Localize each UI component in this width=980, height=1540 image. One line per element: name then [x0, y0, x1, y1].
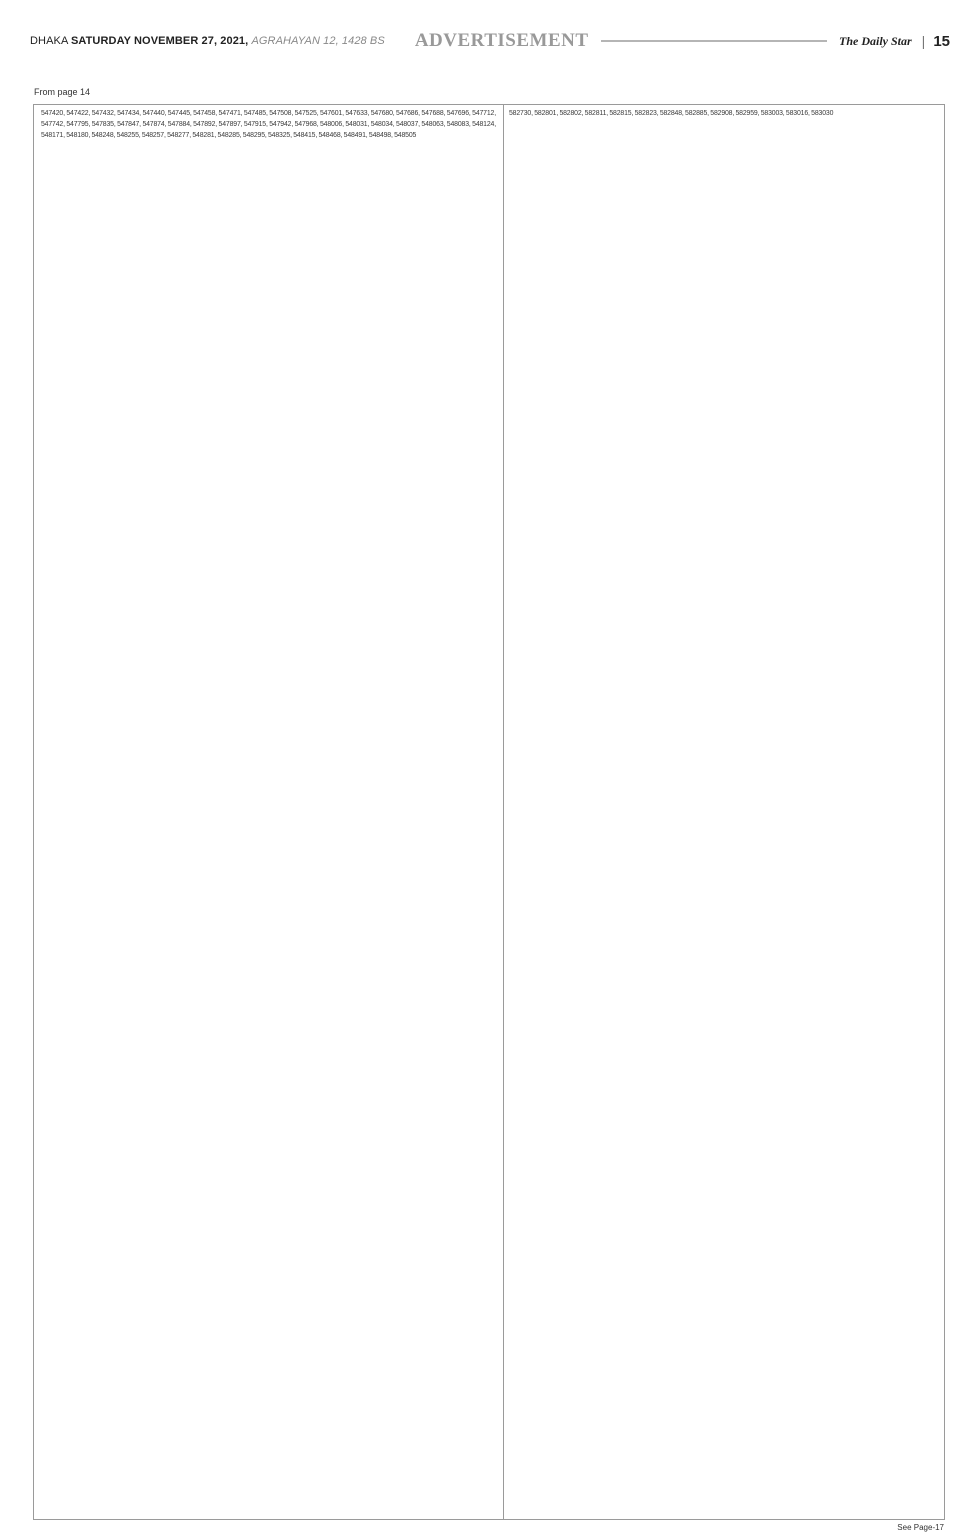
dateline-date: SATURDAY NOVEMBER 27, 2021,	[70, 35, 249, 47]
section-title: ADVERTISEMENT	[414, 30, 589, 51]
dateline-bangla-date: AGRAHAYAN 12, 1428 BS	[251, 35, 385, 47]
dateline	[30, 35, 385, 47]
see-page-note: See Page-17	[897, 1523, 944, 1532]
number-listing	[33, 104, 945, 1520]
right-column-numbers	[509, 108, 964, 1513]
from-page-note: From page 14	[34, 87, 91, 97]
masthead	[30, 30, 950, 52]
page-number: 15	[933, 32, 950, 50]
masthead-separator: |	[921, 33, 926, 49]
right-column-first-rows: 582730, 582801, 582802, 582811, 582815, 582823, 582848, 582885, 582908, 582959, 583003, 583016, 583030	[509, 110, 834, 117]
left-column-first-rows: 547420, 547422, 547432, 547434, 547440, 547445, 547458, 547471, 547485, 547508, 547525, 547601, 547633, 547680, 547686, 547688, 547696, 547712, 547742, 547795, 547835, 547847, 547874, 547884, 547892, 547897, 547915, 547942, 547968, 548006, 548031, 548034, 548037, 548063, 548083, 548124, 548171, 548180, 548248, 548255, 548257, 548277, 548281, 548285, 548295, 548325, 548415, 548468, 548491, 548498, 548505	[41, 110, 496, 140]
column-divider	[503, 105, 504, 1519]
masthead-rule	[601, 40, 827, 42]
left-column-numbers	[41, 108, 496, 1513]
dateline-city: DHAKA	[30, 35, 68, 47]
newspaper-logo: The Daily Star	[839, 33, 912, 48]
